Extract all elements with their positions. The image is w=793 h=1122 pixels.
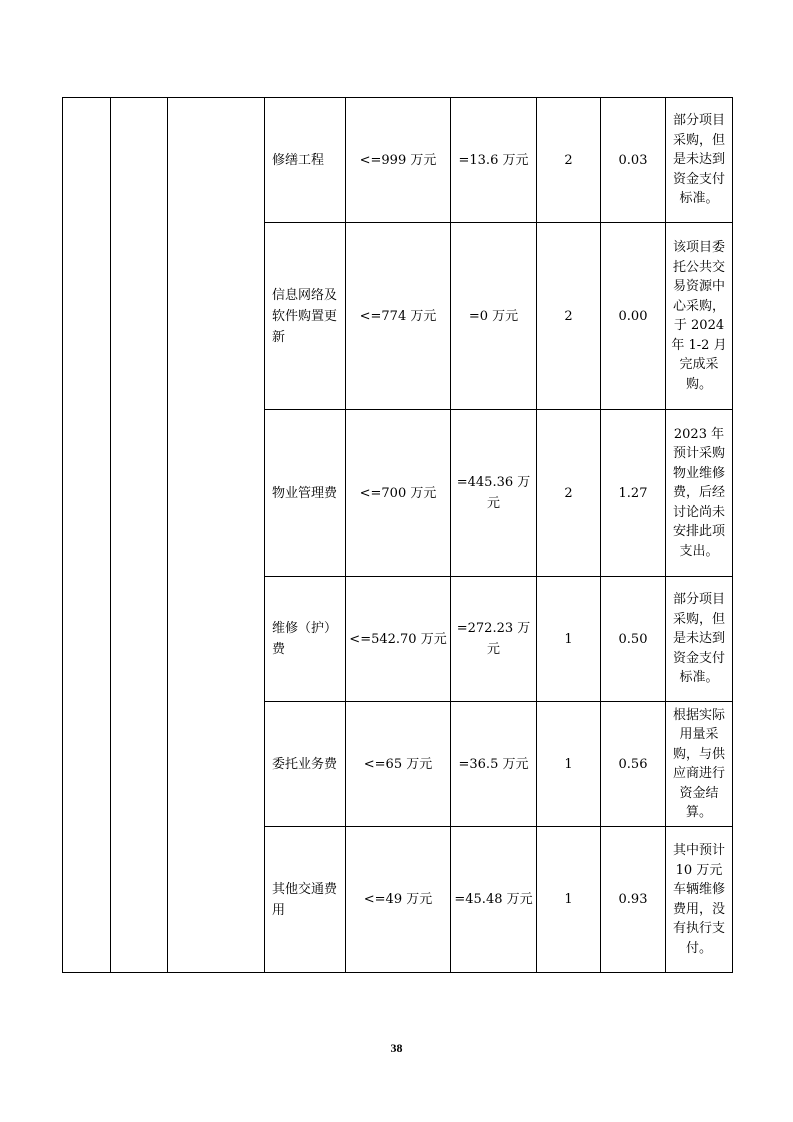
- merged-empty-cell: [63, 98, 111, 973]
- actual-amount: =0 万元: [451, 223, 537, 410]
- remark: 其中预计 10 万元车辆维修费用，没有执行支付。: [666, 827, 733, 973]
- score-value: 0.56: [601, 702, 666, 827]
- budget-limit: <=49 万元: [346, 827, 451, 973]
- score-value: 0.50: [601, 577, 666, 702]
- score-value: 0.93: [601, 827, 666, 973]
- budget-limit: <=542.70 万元: [346, 577, 451, 702]
- actual-amount: =45.48 万元: [451, 827, 537, 973]
- project-name: 其他交通费用: [265, 827, 346, 973]
- remark: 根据实际用量采购，与供应商进行资金结算。: [666, 702, 733, 827]
- project-name: 修缮工程: [265, 98, 346, 223]
- remark: 2023 年预计采购物业维修费，后经讨论尚未安排此项支出。: [666, 410, 733, 577]
- actual-amount: =445.36 万元: [451, 410, 537, 577]
- project-name: 信息网络及软件购置更新: [265, 223, 346, 410]
- actual-amount: =13.6 万元: [451, 98, 537, 223]
- score-weight: 2: [537, 98, 601, 223]
- budget-limit: <=774 万元: [346, 223, 451, 410]
- budget-limit: <=999 万元: [346, 98, 451, 223]
- budget-table: [62, 97, 733, 973]
- score-weight: 1: [537, 827, 601, 973]
- actual-amount: =272.23 万元: [451, 577, 537, 702]
- score-weight: 2: [537, 223, 601, 410]
- score-weight: 2: [537, 410, 601, 577]
- project-name: 维修（护）费: [265, 577, 346, 702]
- merged-empty-cell: [168, 98, 265, 973]
- budget-table-container: [62, 97, 732, 973]
- table-row: [63, 98, 733, 223]
- actual-amount: =36.5 万元: [451, 702, 537, 827]
- merged-empty-cell: [111, 98, 168, 973]
- score-value: 1.27: [601, 410, 666, 577]
- score-weight: 1: [537, 702, 601, 827]
- page-number: 38: [390, 1041, 403, 1055]
- score-weight: 1: [537, 577, 601, 702]
- remark: 部分项目采购，但是未达到资金支付标准。: [666, 98, 733, 223]
- score-value: 0.03: [601, 98, 666, 223]
- remark: 部分项目采购，但是未达到资金支付标准。: [666, 577, 733, 702]
- budget-limit: <=65 万元: [346, 702, 451, 827]
- project-name: 委托业务费: [265, 702, 346, 827]
- remark: 该项目委托公共交易资源中心采购，于 2024 年 1-2 月完成采购。: [666, 223, 733, 410]
- score-value: 0.00: [601, 223, 666, 410]
- budget-limit: <=700 万元: [346, 410, 451, 577]
- project-name: 物业管理费: [265, 410, 346, 577]
